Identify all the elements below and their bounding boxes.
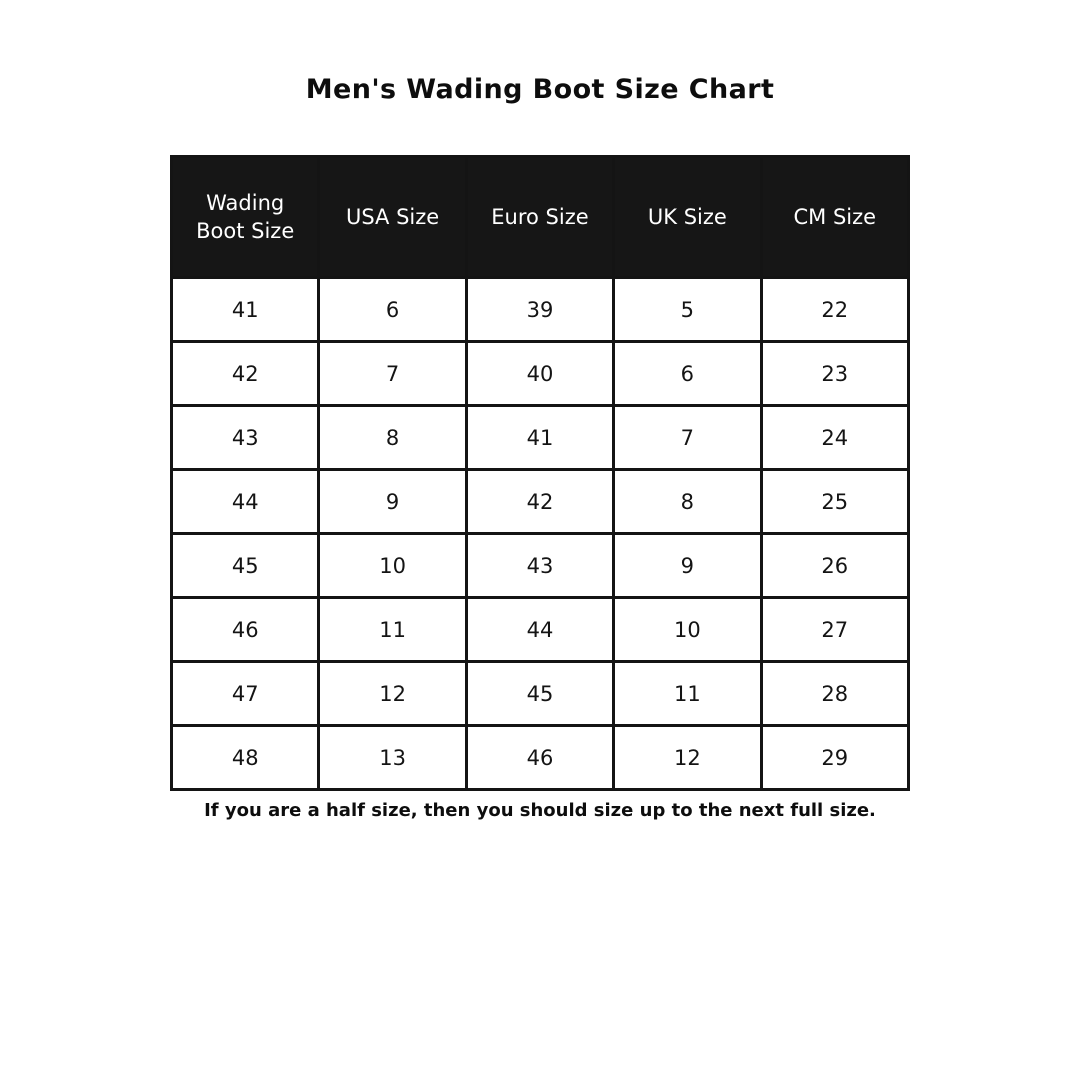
cell-usa-size: 8 [319,406,466,470]
column-header-usa-size: USA Size [319,157,466,278]
cell-usa-size: 9 [319,470,466,534]
column-header-euro-size: Euro Size [466,157,613,278]
cell-cm-size: 23 [761,342,908,406]
cell-euro-size: 46 [466,726,613,790]
cell-euro-size: 41 [466,406,613,470]
table-row [172,662,909,726]
cell-euro-size: 39 [466,278,613,342]
table-row [172,726,909,790]
cell-usa-size: 6 [319,278,466,342]
column-header-cm-size: CM Size [761,157,908,278]
size-chart-table-wrapper [170,155,910,791]
cell-cm-size: 29 [761,726,908,790]
table-row [172,278,909,342]
page-title: Men's Wading Boot Size Chart [305,74,775,105]
table-row [172,342,909,406]
cell-usa-size: 12 [319,662,466,726]
cell-wading-boot-size: 43 [172,406,319,470]
cell-cm-size: 22 [761,278,908,342]
half-size-note: If you are a half size, then you should size up to the next full size. [204,800,876,821]
cell-cm-size: 27 [761,598,908,662]
cell-usa-size: 13 [319,726,466,790]
cell-cm-size: 25 [761,470,908,534]
cell-euro-size: 40 [466,342,613,406]
table-row [172,534,909,598]
cell-cm-size: 26 [761,534,908,598]
cell-usa-size: 11 [319,598,466,662]
table-row [172,406,909,470]
cell-uk-size: 6 [614,342,761,406]
cell-wading-boot-size: 47 [172,662,319,726]
cell-uk-size: 12 [614,726,761,790]
size-chart-table [170,155,910,791]
cell-uk-size: 9 [614,534,761,598]
cell-wading-boot-size: 42 [172,342,319,406]
table-row [172,598,909,662]
cell-euro-size: 43 [466,534,613,598]
table-body [172,278,909,790]
cell-wading-boot-size: 41 [172,278,319,342]
cell-usa-size: 7 [319,342,466,406]
cell-cm-size: 24 [761,406,908,470]
table-header [172,157,909,278]
cell-uk-size: 10 [614,598,761,662]
column-header-uk-size: UK Size [614,157,761,278]
cell-uk-size: 5 [614,278,761,342]
cell-wading-boot-size: 44 [172,470,319,534]
cell-euro-size: 42 [466,470,613,534]
table-header-row [172,157,909,278]
table-row [172,470,909,534]
cell-uk-size: 7 [614,406,761,470]
cell-wading-boot-size: 48 [172,726,319,790]
cell-euro-size: 45 [466,662,613,726]
cell-cm-size: 28 [761,662,908,726]
cell-uk-size: 8 [614,470,761,534]
cell-wading-boot-size: 45 [172,534,319,598]
cell-euro-size: 44 [466,598,613,662]
cell-uk-size: 11 [614,662,761,726]
cell-usa-size: 10 [319,534,466,598]
column-header-wading-boot-size: Wading Boot Size [172,157,319,278]
cell-wading-boot-size: 46 [172,598,319,662]
